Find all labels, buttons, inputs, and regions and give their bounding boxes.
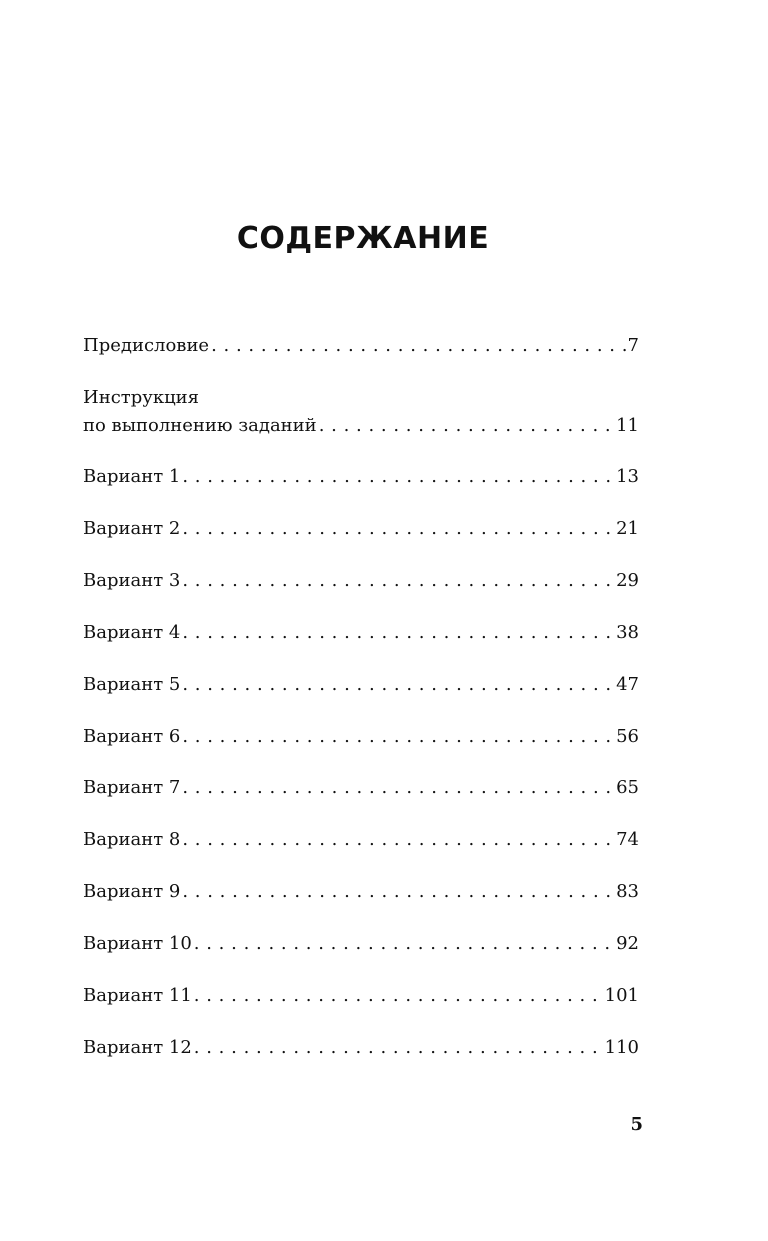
dot-leader (194, 1037, 603, 1059)
toc-entry-label: Вариант 3 (83, 570, 181, 591)
toc-entry-page: 29 (616, 570, 639, 591)
toc-entry-variant-5 (83, 674, 639, 696)
toc-entry-preface (83, 335, 639, 357)
toc-entry-page: 11 (616, 415, 639, 436)
toc-entry-variant-9 (83, 881, 639, 903)
toc-entry-variant-12 (83, 1037, 639, 1059)
toc-entry-page: 7 (627, 335, 639, 356)
toc-entry-variant-4 (83, 622, 639, 644)
toc-entry-page: 38 (616, 622, 639, 643)
dot-leader (182, 674, 614, 696)
toc-entry-label: Вариант 2 (83, 518, 181, 539)
toc-entry-label: Предисловие (83, 335, 210, 356)
toc-entry-page: 47 (616, 674, 639, 695)
dot-leader (182, 777, 614, 799)
toc-entry-variant-1 (83, 466, 639, 488)
toc-entry-label: Вариант 12 (83, 1037, 192, 1058)
toc-entry-variant-11 (83, 985, 639, 1007)
toc-entry-variant-2 (83, 518, 639, 540)
toc-entry-page: 92 (616, 933, 639, 954)
toc-entry-page: 21 (616, 518, 639, 539)
dot-leader (182, 570, 614, 592)
dot-leader (182, 466, 614, 488)
toc-entry-label: Вариант 7 (83, 777, 181, 798)
toc-entry-page: 110 (604, 1037, 639, 1058)
dot-leader (194, 933, 614, 955)
toc-entry-page: 13 (616, 466, 639, 487)
dot-leader (182, 829, 614, 851)
toc-entry-variant-6 (83, 726, 639, 748)
dot-leader (319, 415, 614, 437)
toc-entry-label: Вариант 9 (83, 881, 181, 902)
page-title: СОДЕРЖАНИЕ (236, 221, 490, 256)
toc-entry-label: Вариант 4 (83, 622, 181, 643)
dot-leader (182, 518, 614, 540)
dot-leader (182, 881, 614, 903)
dot-leader (182, 622, 614, 644)
toc-entry-variant-3 (83, 570, 639, 592)
toc-entry-page: 74 (616, 829, 639, 850)
toc-entry-label: Вариант 6 (83, 726, 181, 747)
toc-entry-variant-8 (83, 829, 639, 851)
dot-leader (182, 726, 614, 748)
toc-entry-page: 65 (616, 777, 639, 798)
toc-entry-label: Вариант 10 (83, 933, 192, 954)
dot-leader (211, 335, 625, 357)
toc-entry-label: Вариант 5 (83, 674, 181, 695)
page-number: 5 (630, 1114, 643, 1135)
toc-entry-label-line1: Инструкция (83, 387, 200, 408)
toc-entry-label: Вариант 8 (83, 829, 181, 850)
toc-entry-page: 101 (604, 985, 639, 1006)
toc-entry-page: 83 (616, 881, 639, 902)
toc-entry-variant-7 (83, 777, 639, 799)
toc-entry-page: 56 (616, 726, 639, 747)
toc-entry-label: Вариант 11 (83, 985, 192, 1006)
toc-entry-label: Вариант 1 (83, 466, 181, 487)
toc-entry-variant-10 (83, 933, 639, 955)
toc-entry-label: по выполнению заданий (83, 415, 317, 436)
dot-leader (194, 985, 603, 1007)
toc-entry-instructions (83, 387, 639, 437)
